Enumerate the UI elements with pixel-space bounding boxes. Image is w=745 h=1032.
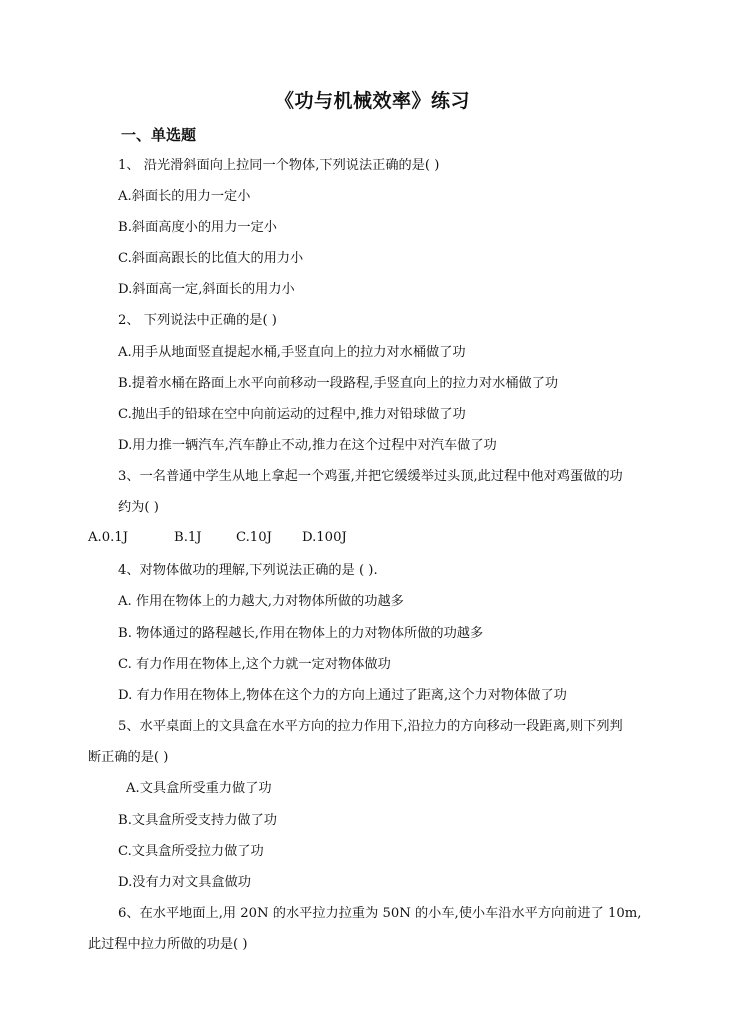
question-3-option-c: C.10J (236, 530, 272, 545)
question-1-stem: 1、 沿光滑斜面向上拉同一个物体,下列说法正确的是( ) (118, 158, 440, 173)
question-4-option-c: C. 有力作用在物体上,这个力就一定对物体做功 (118, 657, 391, 672)
question-3-option-a: A.0.1J (88, 530, 128, 545)
question-3-stem-cont: 约为( ) (118, 500, 159, 515)
section-heading: 一、单选题 (121, 126, 197, 144)
question-5-option-d: D.没有力对文具盒做功 (118, 875, 251, 890)
question-1-option-a: A.斜面长的用力一定小 (118, 189, 251, 204)
question-2-stem: 2、 下列说法中正确的是( ) (118, 313, 277, 328)
question-5-option-c: C.文具盒所受拉力做了功 (118, 844, 264, 859)
page-title: 《功与机械效率》练习 (274, 90, 470, 112)
question-5-stem: 5、水平桌面上的文具盒在水平方向的拉力作用下,沿拉力的方向移动一段距离,则下列判 (118, 719, 623, 734)
question-4-option-b: B. 物体通过的路程越长,作用在物体上的力对物体所做的功越多 (118, 626, 484, 641)
question-3-option-b: B.1J (174, 530, 202, 545)
question-6-stem: 6、在水平地面上,用 20N 的水平拉力拉重为 50N 的小车,使小车沿水平方向前进了 10m, (118, 906, 642, 921)
question-4-stem: 4、对物体做功的理解,下列说法正确的是 ( ). (118, 563, 378, 578)
question-1-option-c: C.斜面高跟长的比值大的用力小 (118, 251, 304, 266)
question-5-stem-cont: 断正确的是( ) (88, 750, 169, 765)
question-2-option-a: A.用手从地面竖直提起水桶,手竖直向上的拉力对水桶做了功 (118, 345, 466, 360)
question-3-option-d: D.100J (302, 530, 347, 545)
question-2-option-d: D.用力推一辆汽车,汽车静止不动,推力在这个过程中对汽车做了功 (118, 438, 497, 453)
question-1-option-d: D.斜面高一定,斜面长的用力小 (118, 282, 295, 297)
question-4-option-a: A. 作用在物体上的力越大,力对物体所做的功越多 (118, 594, 404, 609)
question-1-option-b: B.斜面高度小的用力一定小 (118, 220, 277, 235)
question-3-options (88, 530, 347, 546)
question-4-option-d: D. 有力作用在物体上,物体在这个力的方向上通过了距离,这个力对物体做了功 (118, 688, 567, 703)
question-3-stem: 3、一名普通中学生从地上拿起一个鸡蛋,并把它缓缓举过头顶,此过程中他对鸡蛋做的功 (118, 469, 623, 484)
question-6-stem-cont: 此过程中拉力所做的功是( ) (88, 937, 248, 952)
question-2-option-b: B.提着水桶在路面上水平向前移动一段路程,手竖直向上的拉力对水桶做了功 (118, 376, 559, 391)
question-5-option-a: A.文具盒所受重力做了功 (126, 781, 272, 796)
question-5-option-b: B.文具盒所受支持力做了功 (118, 813, 277, 828)
question-2-option-c: C.抛出手的铅球在空中向前运动的过程中,推力对铅球做了功 (118, 407, 466, 422)
